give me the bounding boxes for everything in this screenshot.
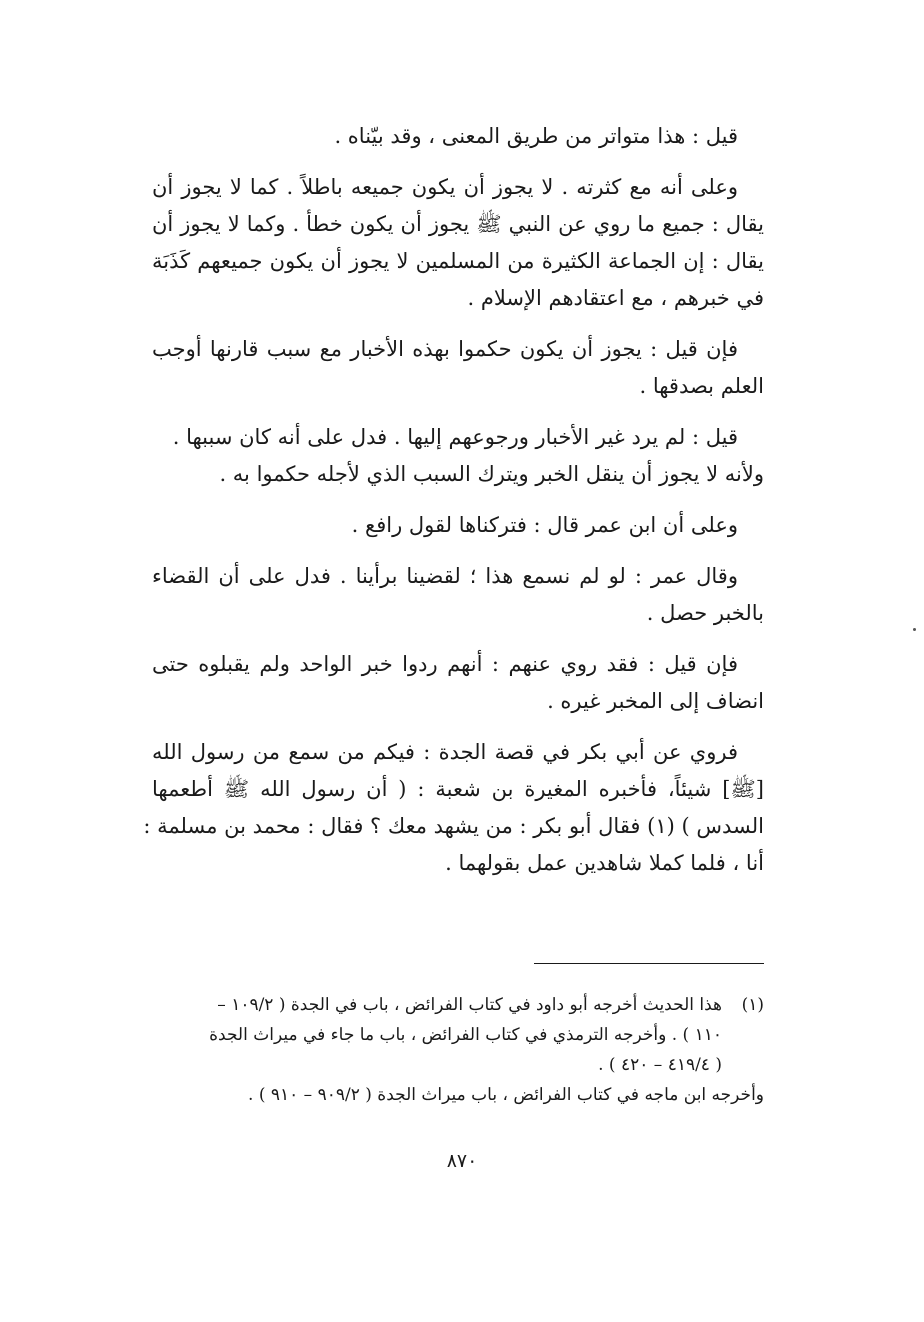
scan-speck bbox=[913, 628, 916, 631]
footnote-number: (١) bbox=[741, 995, 764, 1015]
footnote-line: ( ٤١٩/٤ – ٤٢٠ ) . bbox=[598, 1055, 722, 1075]
footnotes bbox=[152, 990, 764, 1110]
footnote-line: ١١٠ ) . وأخرجه الترمذي في كتاب الفرائض ، باب ما جاء في ميراث الجدة bbox=[209, 1025, 722, 1045]
paragraph bbox=[152, 558, 764, 632]
text-line: قيل : لم يرد غير الأخبار ورجوعهم إليها . فدل على أنه كان سببها . bbox=[172, 425, 738, 449]
footnote-text: هذا الحديث أخرجه أبو داود في كتاب الفرائض ، باب في الجدة ( ١٠٩/٢ – bbox=[217, 995, 722, 1015]
page-number: ٨٧٠ bbox=[446, 1150, 478, 1172]
main-text bbox=[143, 118, 764, 896]
paragraph bbox=[152, 507, 764, 544]
footnote-line bbox=[152, 990, 764, 1020]
text-line: السدس ) (١) فقال أبو بكر : من يشهد معك ؟ فقال : محمد بن مسلمة : bbox=[143, 814, 764, 838]
text-line: أنا ، فلما كملا شاهدين عمل بقولهما . bbox=[445, 851, 764, 875]
paragraph bbox=[152, 118, 764, 155]
text-line: وعلى أنه مع كثرته . لا يجوز أن يكون جميعه باطلاً . كما لا يجوز أن bbox=[152, 175, 738, 199]
text-line: [ﷺ] شيئاً، فأخبره المغيرة بن شعبة : ( أن رسول الله ﷺ أطعمها bbox=[152, 777, 764, 801]
paragraph bbox=[143, 734, 764, 882]
text-line: فإن قيل : فقد روي عنهم : أنهم ردوا خبر الواحد ولم يقبلوه حتى bbox=[152, 652, 738, 676]
text-line: يقال : جميع ما روي عن النبي ﷺ يجوز أن يكون خطأ . وكما لا يجوز أن bbox=[152, 212, 764, 236]
text-line: انضاف إلى المخبر غيره . bbox=[547, 689, 764, 713]
text-line: وقال عمر : لو لم نسمع هذا ؛ لقضينا برأينا . فدل على أن القضاء bbox=[152, 564, 738, 588]
paragraph bbox=[152, 331, 764, 405]
text-line: فإن قيل : يجوز أن يكون حكموا بهذه الأخبار مع سبب قارنها أوجب bbox=[152, 337, 738, 361]
text-line: ولأنه لا يجوز أن ينقل الخبر ويترك السبب الذي لأجله حكموا به . bbox=[219, 462, 764, 486]
text-line: فروي عن أبي بكر في قصة الجدة : فيكم من سمع من رسول الله bbox=[152, 740, 738, 764]
text-line: العلم بصدقها . bbox=[639, 374, 764, 398]
paragraph bbox=[152, 169, 764, 317]
text-line: في خبرهم ، مع اعتقادهم الإسلام . bbox=[467, 286, 764, 310]
footnote-line: وأخرجه ابن ماجه في كتاب الفرائض ، باب ميراث الجدة ( ٩٠٩/٢ – ٩١٠ ) . bbox=[248, 1085, 764, 1105]
paragraph bbox=[152, 419, 764, 493]
footnote-divider bbox=[534, 963, 764, 964]
text-line: وعلى أن ابن عمر قال : فتركناها لقول رافع . bbox=[351, 513, 738, 537]
text-line: قيل : هذا متواتر من طريق المعنى ، وقد بيّناه . bbox=[334, 124, 738, 148]
paragraph bbox=[152, 646, 764, 720]
text-line: يقال : إن الجماعة الكثيرة من المسلمين لا يجوز أن يكون جميعهم كَذَبَة bbox=[152, 249, 764, 273]
text-line: بالخبر حصل . bbox=[646, 601, 764, 625]
